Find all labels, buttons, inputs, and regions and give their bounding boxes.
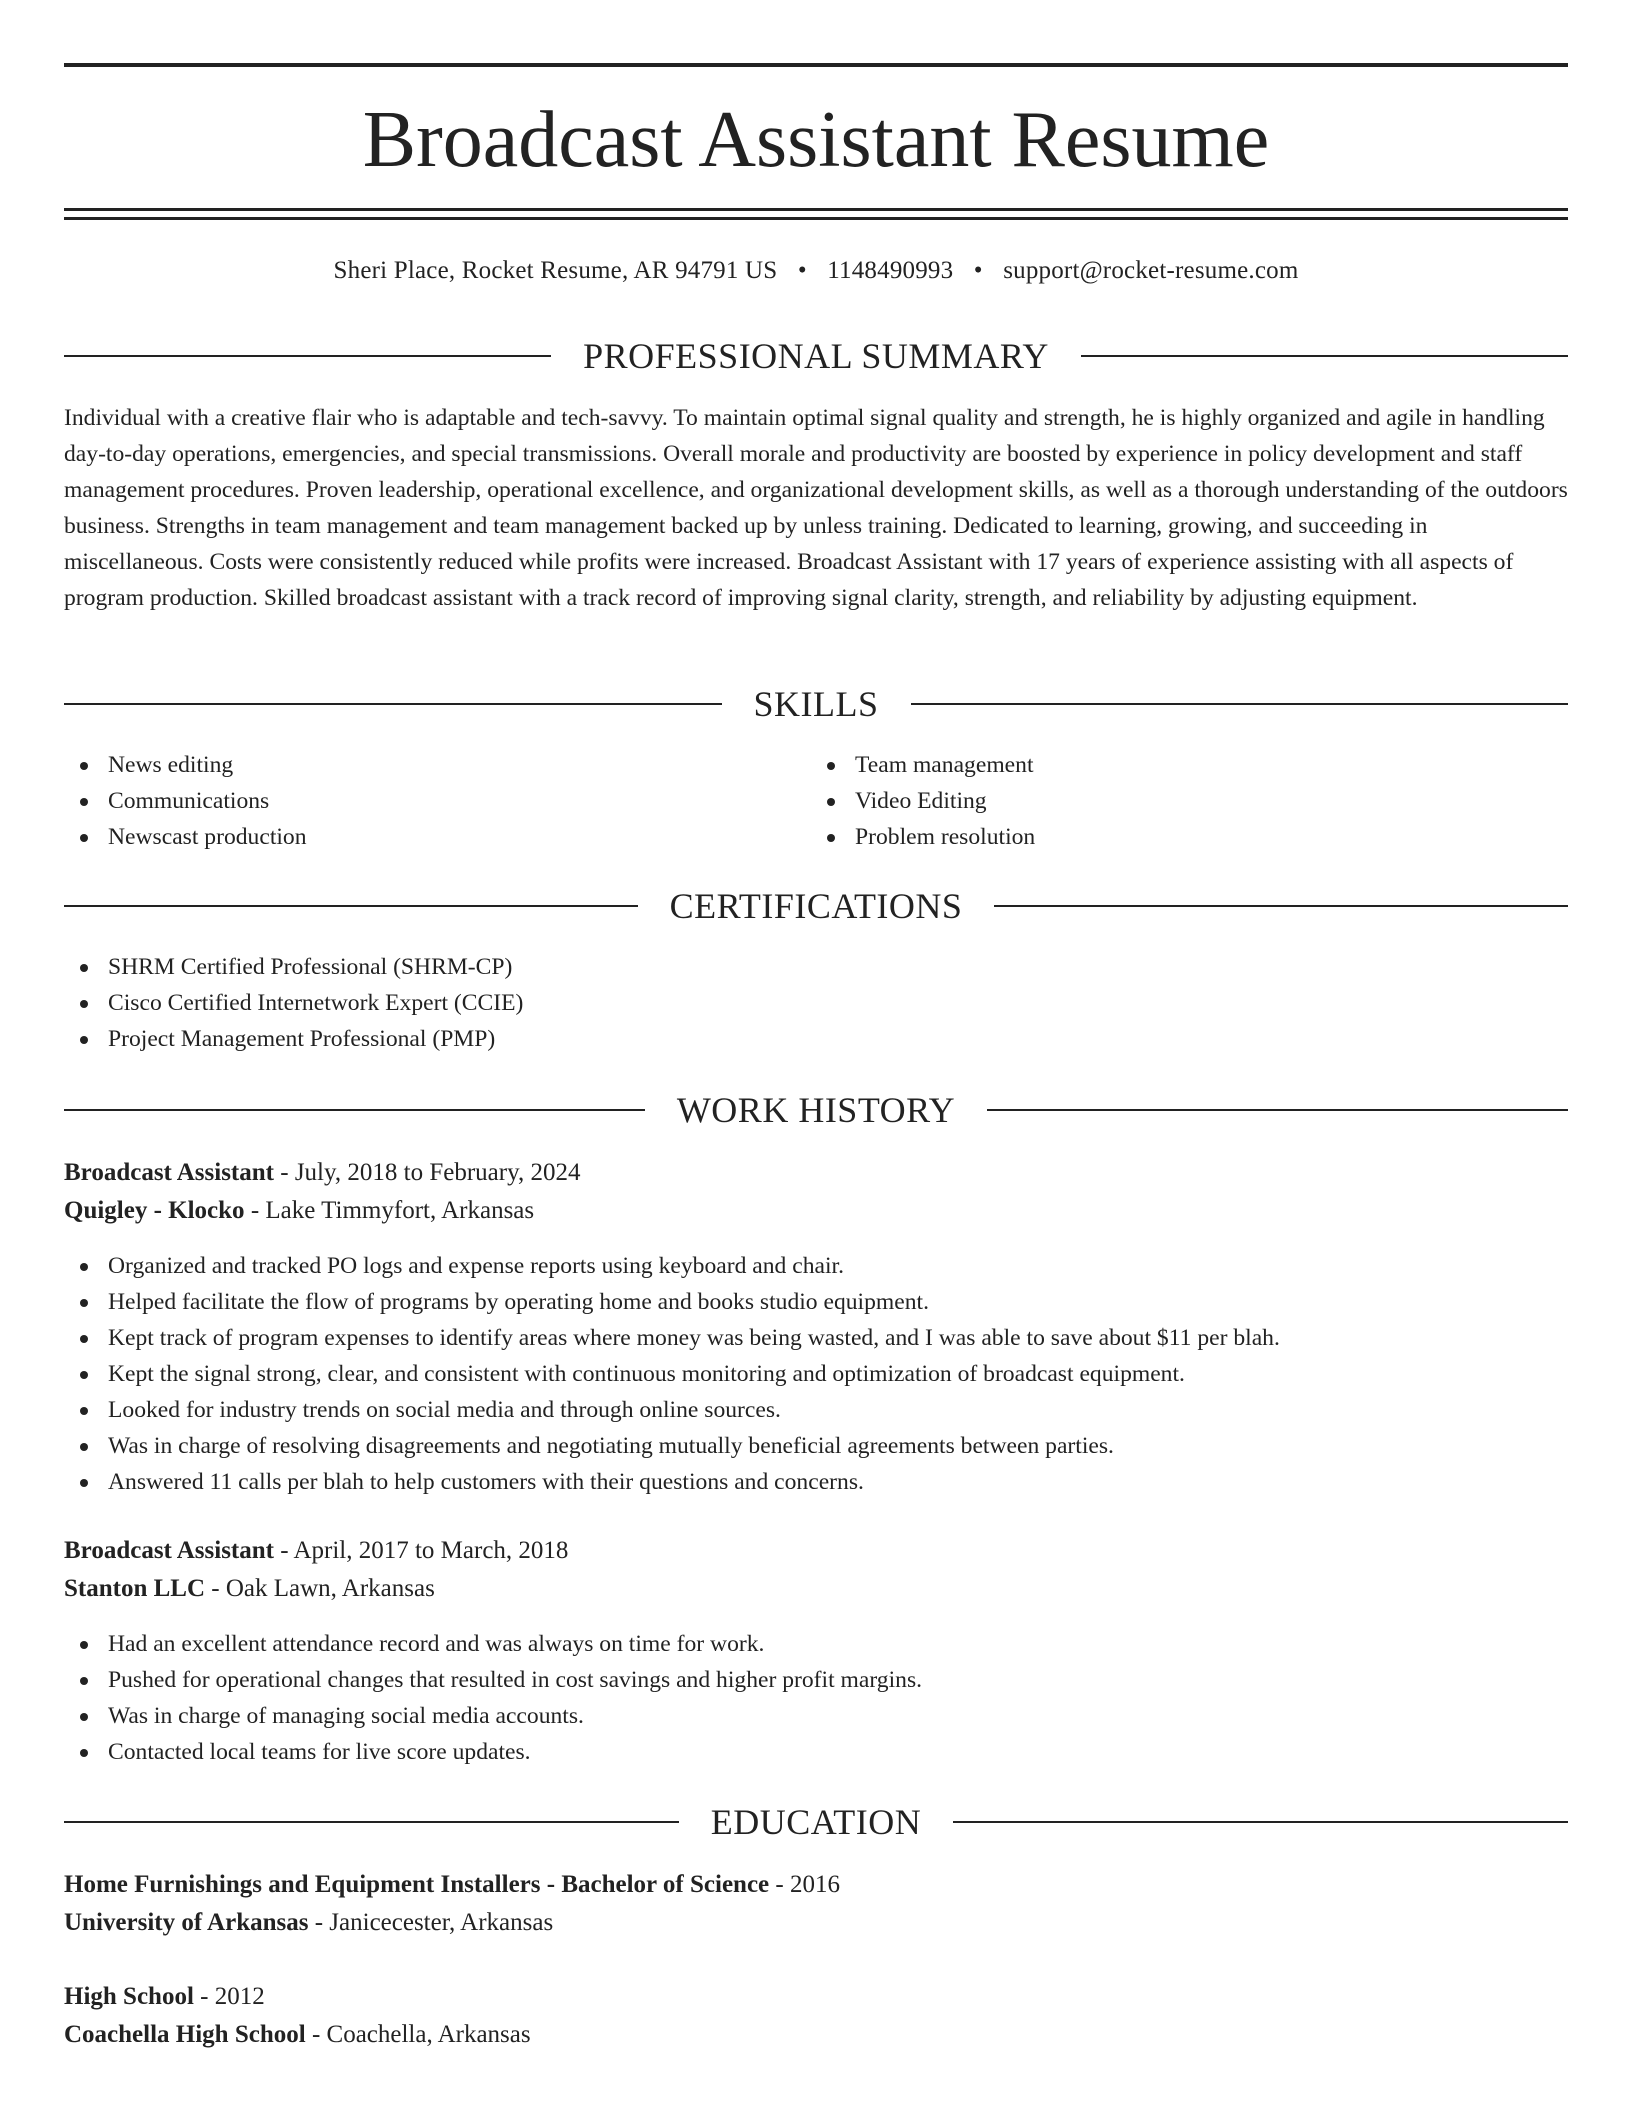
education-school: University of Arkansas <box>64 1909 309 1936</box>
job-bullet: Kept the signal strong, clear, and consistent with continuous monitoring and optimization of broadcast equipment. <box>64 1356 1568 1392</box>
heading-rule <box>64 1821 679 1823</box>
summary-text: Individual with a creative flair who is adaptable and tech-savvy. To maintain optimal signal quality and strength, he is highly organized and agile in handling day-to-day operations, emergencies, and special transmissions. Overall morale and productivity are boosted by experience in policy development and staff management procedures. Proven leadership, operational excellence, and organizational development skills, as well as a thorough understanding of the outdoors business. Strengths in team management and team management backed up by unless training. Dedicated to learning, growing, and succeeding in miscellaneous. Costs were consistently reduced while profits were increased. Broadcast Assistant with 17 years of experience assisting with all aspects of program production. Skilled broadcast assistant with a track record of improving signal clarity, strength, and reliability by adjusting equipment. <box>64 405 1568 611</box>
education-school-line <box>64 1904 1568 1942</box>
contact-separator: • <box>797 257 807 284</box>
heading-rule <box>1081 355 1568 357</box>
job-bullet: Organized and tracked PO logs and expense reports using keyboard and chair. <box>64 1248 1568 1284</box>
skills-list <box>64 747 1568 855</box>
education-school: Coachella High School <box>64 2021 306 2048</box>
job-bullet: Contacted local teams for live score updates. <box>64 1734 1568 1770</box>
skills-column-right <box>811 747 1563 855</box>
job-title-line <box>64 1154 1568 1192</box>
job-bullet: Was in charge of managing social media accounts. <box>64 1698 1568 1734</box>
job-title: Broadcast Assistant <box>64 1159 274 1186</box>
heading-rule <box>911 703 1569 705</box>
job-bullet: Kept track of program expenses to identify areas where money was being wasted, and I was able to save about $11 per blah. <box>64 1320 1568 1356</box>
education-heading: EDUCATION <box>710 1802 922 1842</box>
heading-rule <box>994 905 1568 907</box>
job-bullets <box>64 1248 1568 1500</box>
education-location: - Janicecester, Arkansas <box>308 1909 554 1936</box>
work-history-heading: WORK HISTORY <box>676 1090 956 1130</box>
job-bullet: Pushed for operational changes that resulted in cost savings and higher profit margins. <box>64 1662 1568 1698</box>
education-location: - Coachella, Arkansas <box>305 2021 531 2048</box>
job-company: Stanton LLC <box>64 1575 206 1602</box>
skills-heading: SKILLS <box>753 684 879 724</box>
certifications-heading: CERTIFICATIONS <box>669 886 963 926</box>
education-entry <box>64 1866 1568 1942</box>
education-degree-line <box>64 1978 1568 2016</box>
heading-rule <box>64 355 551 357</box>
job-title: Broadcast Assistant <box>64 1537 274 1564</box>
job-company-line <box>64 1570 1568 1608</box>
certification-item: Project Management Professional (PMP) <box>64 1021 1568 1057</box>
section-heading-certifications <box>64 884 1568 928</box>
top-rule <box>64 63 1568 67</box>
section-heading-summary <box>64 334 1568 378</box>
job-location: - Oak Lawn, Arkansas <box>205 1575 435 1602</box>
skill-item: News editing <box>64 747 816 783</box>
contact-line <box>64 254 1568 288</box>
certification-item: SHRM Certified Professional (SHRM-CP) <box>64 949 1568 985</box>
skill-item: Video Editing <box>811 783 1563 819</box>
heading-rule <box>64 1109 645 1111</box>
section-heading-work-history <box>64 1088 1568 1132</box>
heading-rule <box>953 1821 1568 1823</box>
education-year: - 2012 <box>193 1983 265 2010</box>
skills-column-left <box>64 747 816 855</box>
contact-address: Sheri Place, Rocket Resume, AR 94791 US <box>333 257 778 284</box>
education-entry <box>64 1978 1568 2054</box>
education-degree-line <box>64 1866 1568 1904</box>
heading-rule <box>987 1109 1568 1111</box>
job-entry-header <box>64 1532 1568 1608</box>
resume-title: Broadcast Assistant Resume <box>362 96 1270 184</box>
skill-item: Communications <box>64 783 816 819</box>
heading-rule <box>64 905 638 907</box>
job-title-line <box>64 1532 1568 1570</box>
job-entry-header <box>64 1154 1568 1230</box>
job-bullet: Was in charge of resolving disagreements and negotiating mutually beneficial agreements between parties. <box>64 1428 1568 1464</box>
job-company: Quigley - Klocko <box>64 1197 245 1224</box>
education-degree: High School <box>64 1983 194 2010</box>
job-dates: - April, 2017 to March, 2018 <box>274 1537 569 1564</box>
certification-item: Cisco Certified Internetwork Expert (CCIE) <box>64 985 1568 1021</box>
skill-item: Problem resolution <box>811 819 1563 855</box>
job-dates: - July, 2018 to February, 2024 <box>274 1159 581 1186</box>
contact-separator: • <box>973 257 983 284</box>
section-heading-education <box>64 1800 1568 1844</box>
summary-heading: PROFESSIONAL SUMMARY <box>583 336 1049 376</box>
certifications-list <box>64 949 1568 1057</box>
job-bullet: Helped facilitate the flow of programs by operating home and books studio equipment. <box>64 1284 1568 1320</box>
job-bullet: Had an excellent attendance record and was always on time for work. <box>64 1626 1568 1662</box>
education-year: - 2016 <box>769 1871 840 1898</box>
section-heading-skills <box>64 682 1568 726</box>
skill-item: Team management <box>811 747 1563 783</box>
contact-phone[interactable]: 1148490993 <box>827 257 954 284</box>
job-bullet: Looked for industry trends on social media and through online sources. <box>64 1392 1568 1428</box>
education-degree: Home Furnishings and Equipment Installers - Bachelor of Science <box>64 1871 770 1898</box>
job-company-line <box>64 1192 1568 1230</box>
heading-rule <box>64 703 722 705</box>
job-bullet: Answered 11 calls per blah to help customers with their questions and concerns. <box>64 1464 1568 1500</box>
title-double-rule <box>64 208 1568 220</box>
skill-item: Newscast production <box>64 819 816 855</box>
contact-email[interactable]: support@rocket-resume.com <box>1003 257 1299 284</box>
education-school-line <box>64 2016 1568 2054</box>
job-bullets <box>64 1626 1568 1770</box>
job-location: - Lake Timmyfort, Arkansas <box>244 1197 535 1224</box>
